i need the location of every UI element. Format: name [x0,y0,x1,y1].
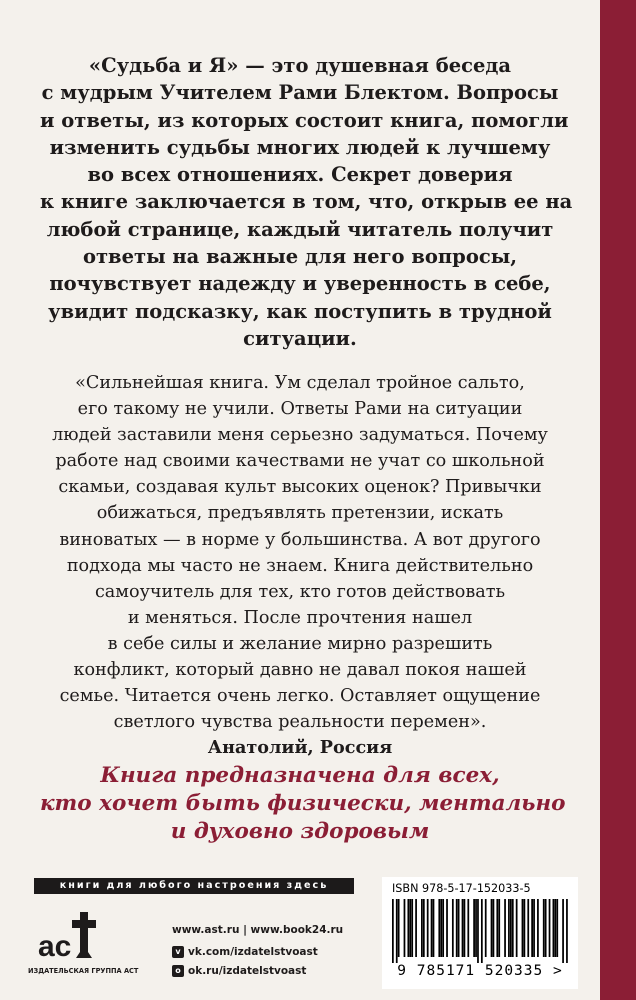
barcode-bar [396,899,398,963]
barcode-bar [512,899,514,957]
review-line: «Сильнейшая книга. Ум сделал тройное сальто, [75,373,525,393]
review-line: обижаться, предъявлять претензии, искать [96,503,504,524]
barcode-bar [392,899,394,963]
review-line: семье. Читается очень легко. Оставляет ощущение [59,686,541,707]
ok-link[interactable]: ok.ru/izdatelstvoast [188,965,307,977]
tagline-line: кто хочет быть физически, ментально [40,791,566,816]
review-line: в себе силы и желание мирно разрешить [107,633,493,654]
barcode-bar [440,899,442,957]
barcode-bar [491,899,493,957]
barcode-bar [504,899,506,957]
barcode-bar [553,899,555,957]
vk-icon: v [172,946,184,958]
tagline-line: Книга предназначена для всех, [100,763,500,788]
ok-link-row[interactable] [172,965,306,977]
vk-link-row[interactable] [172,946,318,958]
review-line: конфликт, который давно не давал покоя нашей [73,660,527,681]
barcode-bar [477,899,479,963]
barcode-bar [456,899,458,957]
description-line: с мудрым Учителем Рами Блектом. Вопросы [41,81,559,105]
barcode-bar [421,899,423,957]
logo-lettering: ac [38,930,72,963]
description-line: почувствует надежду и уверенность в себе, [49,272,551,296]
barcode-bar [498,899,500,957]
review-line: подхода мы часто не знаем. Книга действительно [66,555,534,576]
barcode-icon [392,899,568,963]
barcode-block [382,877,578,989]
barcode-bar [411,899,413,957]
spine-stripe [600,0,636,1000]
isbn-number: ISBN 978-5-17-152033-5 [392,882,531,895]
barcode-bar [452,899,454,957]
barcode-bar [458,899,460,957]
vk-link[interactable]: vk.com/izdatelstvoast [188,946,318,958]
barcode-bar [537,899,539,957]
description-line: ситуации. [243,326,357,350]
barcode-bar [556,899,558,957]
barcode-bar [409,899,411,957]
tagline-line: и духовно здоровым [170,819,430,844]
barcode-bar [562,899,564,963]
description-line: любой странице, каждый читатель получит [46,217,554,241]
description-line: и ответы, из которых состоит книга, помогли [40,108,569,132]
barcode-digits: 9 785171 520335 > [397,963,563,979]
barcode-bar [431,899,433,957]
barcode-bar [549,899,551,957]
barcode-bar [475,899,477,957]
description-line: во всех отношениях. Секрет доверия [87,163,513,187]
description-line: к книге заключается в том, что, открыв ее на [40,190,573,214]
review-line: самоучитель для тех, кто готов действовать [94,581,506,602]
barcode-bar [527,899,529,957]
reader-review [40,370,560,761]
barcode-bar [404,899,406,957]
publisher-name: ИЗДАТЕЛЬСКАЯ ГРУППА АСТ [28,967,139,975]
barcode-bar [438,899,440,957]
barcode-bar [427,899,429,957]
slogan-band: книги для любого настроения здесь [34,878,354,894]
barcode-bar [566,899,568,963]
audience-tagline [40,762,566,846]
barcode-bar [516,899,518,957]
barcode-bar [433,899,435,957]
barcode-bar [423,899,425,957]
review-author: Анатолий, Россия [207,737,393,759]
website-links[interactable]: www.ast.ru | www.book24.ru [172,924,344,936]
barcode-bar [485,899,487,957]
ast-logo-icon [36,906,106,966]
review-line: светлого чувства реальности перемен». [113,712,487,733]
barcode-bar [467,899,469,957]
barcode-bar [464,899,466,957]
barcode-bar [415,899,417,957]
barcode-bar [462,899,464,957]
barcode-bar [545,899,547,957]
barcode-bar [554,899,556,957]
barcode-bar [398,899,400,957]
barcode-bar [481,899,483,963]
review-line: его такому не учили. Ответы Рами на ситуации [77,399,523,420]
barcode-bar [442,899,444,957]
review-line: виноватых — в норме у большинства. А вот другого [59,529,541,550]
barcode-bar [522,899,524,957]
barcode-bar [524,899,526,957]
ok-icon: o [172,965,184,977]
review-line: и меняться. После прочтения нашел [127,607,473,628]
book-description [40,52,573,352]
description-line: изменить судьбы многих людей к лучшему [49,135,551,159]
review-line: скамьи, создавая культ высоких оценок? Привычки [58,477,542,498]
description-line: «Судьба и Я» — это душевная беседа [88,54,512,77]
barcode-bar [493,899,495,957]
barcode-bar [531,899,533,957]
barcode-bar [533,899,535,957]
barcode-bar [473,899,475,957]
barcode-bar [508,899,510,957]
barcode-bar [510,899,512,957]
review-line: работе над своими качествами не учат со школьной [55,451,545,472]
barcode-bar [496,899,498,957]
barcode-bar [446,899,448,957]
barcode-bar [407,899,409,957]
barcode-bar [543,899,545,957]
description-line: ответы на важные для него вопросы, [82,245,518,269]
description-line: увидит подсказку, как поступить в трудной [48,299,552,323]
review-line: людей заставили меня серьезно задуматься. Почему [52,425,548,446]
